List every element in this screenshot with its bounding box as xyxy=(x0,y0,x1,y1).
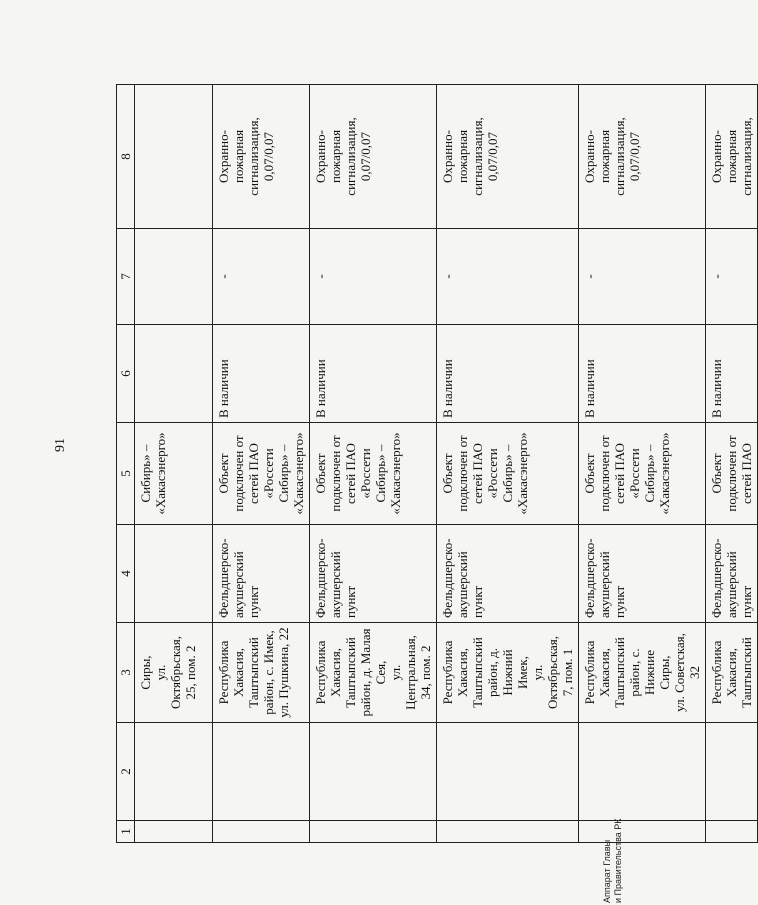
table-row xyxy=(579,85,706,843)
document-table-wrapper xyxy=(116,85,754,843)
cell-col4: Фельдшерско- акушерский пункт xyxy=(437,525,579,623)
header-cell: 8 xyxy=(117,85,135,229)
cell-col7: - xyxy=(579,229,706,325)
cell-col7: - xyxy=(310,229,437,325)
cell-col2 xyxy=(437,723,579,821)
cell-col8 xyxy=(135,85,213,229)
cell-col7 xyxy=(135,229,213,325)
table-row xyxy=(706,85,758,843)
cell-col7: - xyxy=(706,229,758,325)
table-row xyxy=(213,85,310,843)
header-cell: 4 xyxy=(117,525,135,623)
header-cell: 2 xyxy=(117,723,135,821)
cell-col1 xyxy=(579,821,706,843)
stamp-footer xyxy=(602,818,624,903)
cell-col4: Фельдшерско- акушерский пункт xyxy=(213,525,310,623)
cell-col4 xyxy=(135,525,213,623)
cell-col5: Сибирь» – «Хакасэнерго» xyxy=(135,423,213,525)
cell-col8: Охранно- пожарная сигнализация, 0,07/0,07 xyxy=(310,85,437,229)
cell-col5: Объект подключен от сетей ПАО «Россети Сибирь» – «Хакасэнерго» xyxy=(213,423,310,525)
cell-col2 xyxy=(579,723,706,821)
cell-col3: Сиры, ул. Октябрьская, 25, пом. 2 xyxy=(135,623,213,723)
cell-col8: Охранно- пожарная сигнализация, 0,07/0,07 xyxy=(437,85,579,229)
header-cell: 3 xyxy=(117,623,135,723)
cell-col5: Объект подключен от сетей ПАО «Россети Сибирь» – «Хакасэнерго» xyxy=(437,423,579,525)
header-cell: 7 xyxy=(117,229,135,325)
cell-col3: Республика Хакасия, Таштыпский район, с. Нижние Сиры, ул. Советская, 32 xyxy=(579,623,706,723)
cell-col6: В наличии xyxy=(213,325,310,423)
cell-col3: Республика Хакасия, Таштыпский район, д. Нижний Имек, ул. Октябрьская, 7, пом. 1 xyxy=(437,623,579,723)
cell-col3: Республика Хакасия, Таштыпский район, д. Малая Сея, ул. Центральная, 34, пом. 2 xyxy=(310,623,437,723)
table-header-row xyxy=(117,85,135,843)
page-number: 91 xyxy=(53,438,68,452)
cell-col1 xyxy=(213,821,310,843)
footer-line: и Правительства РК xyxy=(613,818,623,903)
header-cell: 5 xyxy=(117,423,135,525)
footer-line: Аппарат Главы xyxy=(602,839,612,903)
cell-col6 xyxy=(135,325,213,423)
table-row xyxy=(437,85,579,843)
cell-col7: - xyxy=(213,229,310,325)
header-cell: 6 xyxy=(117,325,135,423)
cell-col5: Объект подключен от сетей ПАО «Россети Сибирь» – «Хакасэнерго» xyxy=(579,423,706,525)
cell-col8: Охранно- пожарная сигнализация, 0,07/0,07 xyxy=(213,85,310,229)
cell-col2 xyxy=(310,723,437,821)
cell-col1 xyxy=(706,821,758,843)
cell-col7: - xyxy=(437,229,579,325)
cell-col3: Республика Хакасия, Таштыпский район, с. Имек, ул. Пушкина, 22 xyxy=(213,623,310,723)
cell-col4: Фельдшерско- акушерский пункт xyxy=(310,525,437,623)
cell-col5: Объект подключен от сетей ПАО «Россети Сибирь» – «Хакасэнерго» xyxy=(310,423,437,525)
document-table xyxy=(116,84,758,843)
cell-col1 xyxy=(437,821,579,843)
table-row xyxy=(135,85,213,843)
table-row xyxy=(310,85,437,843)
cell-col1 xyxy=(310,821,437,843)
cell-col1 xyxy=(135,821,213,843)
cell-col8: Охранно- пожарная сигнализация, 0,07/0,07 xyxy=(579,85,706,229)
cell-col4: Фельдшерско- акушерский пункт xyxy=(706,525,758,623)
cell-col2 xyxy=(213,723,310,821)
cell-col6: В наличии xyxy=(437,325,579,423)
cell-col8: Охранно- пожарная сигнализация, xyxy=(706,85,758,229)
cell-col4: Фельдшерско- акушерский пункт xyxy=(579,525,706,623)
cell-col6: В наличии xyxy=(706,325,758,423)
cell-col2 xyxy=(135,723,213,821)
cell-col5: Объект подключен от сетей ПАО xyxy=(706,423,758,525)
header-cell: 1 xyxy=(117,821,135,843)
cell-col6: В наличии xyxy=(310,325,437,423)
cell-col6: В наличии xyxy=(579,325,706,423)
cell-col3: Республика Хакасия, Таштыпский xyxy=(706,623,758,723)
cell-col2 xyxy=(706,723,758,821)
